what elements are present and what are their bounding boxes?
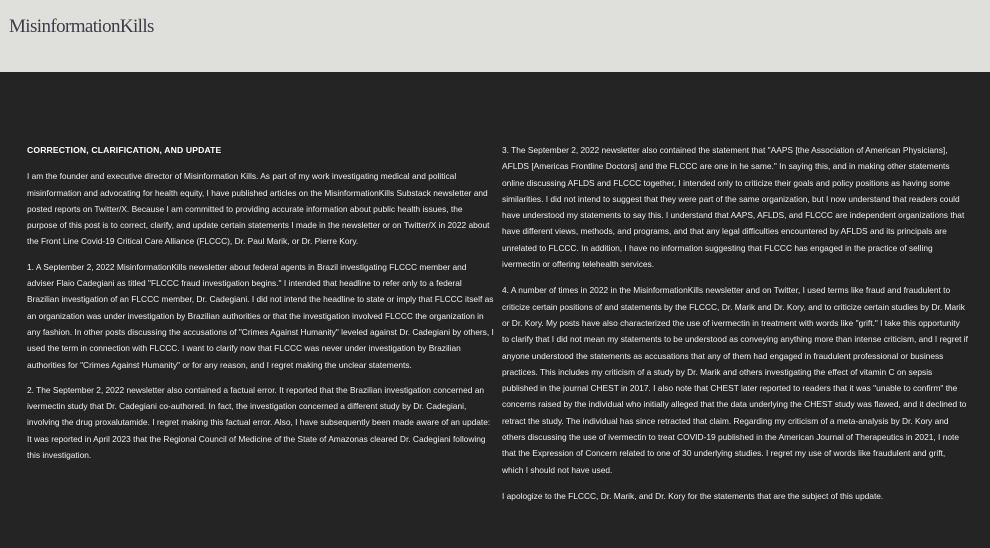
correction-paragraph-2: 2. The September 2, 2022 newsletter also contained a factual error. It reported that the Brazilian investigation concerned an ivermectin study that Dr. Cadegiani co-authored. In fact, the investigation concerned a different study by Dr. Cadegiani, involving the drug proxalutamide. I regret making this factual error. Also, I have subsequently been made aware of an update: It was reported in April 2023 that the Regional Council of Medicine of the State of Amazonas cleared Dr. Cadegiani following this investigation.	[27, 384, 491, 461]
article-heading: CORRECTION, CLARIFICATION, AND UPDATE	[27, 145, 222, 155]
article-right-column	[502, 142, 968, 514]
article-left-column	[27, 140, 495, 472]
correction-paragraph-1: 1. A September 2, 2022 MisinformationKills newsletter about federal agents in Brazil investigating FLCCC member and adviser Flaio Cadegiani as titled "FLCCC fraud investigation begins." I intended that headline to refer only to a federal Brazilian investigation of an FLCCC member, Dr. Cadegiani. I did not intend the headline to state or imply that FLCCC itself as an organization was under investigation by Brazilian authorities or that the investigation involved FLCCC the organization in any fashion. In other posts discussing the accusations of "Crimes Against Humanity" leveled against Dr. Cadegiani by others, I used the term in connection with FLCCC. I want to clarify now that FLCCC was never under investigation by Brazilian authorities for "Crimes Against Humanity" or for any reason, and I regret making the unclear statements.	[27, 261, 494, 370]
intro-paragraph: I am the founder and executive director of Misinformation Kills. As part of my work investigating medical and political misinformation and advocating for health equity, I have published articles on the MisinformationKills Substack newsletter and posted reports on Twitter/X. Because I am committed to providing accurate information about public health issues, the purpose of this post is to correct, clarify, and update certain statements I made in the newsletter or on Twitter/X in 2022 about the Front Line Covid-19 Critical Care Alliance (FLCCC), Dr. Paul Marik, or Dr. Pierre Kory.	[27, 171, 490, 247]
apology-paragraph: I apologize to the FLCCC, Dr. Marik, and Dr. Kory for the statements that are the subject of this update.	[502, 490, 884, 501]
correction-paragraph-4: 4. A number of times in 2022 in the MisinformationKills newsletter and on Twitter, I used terms like fraud and fraudulent to criticize certain positions of and statements by the FLCCC, Dr. Marik and Dr. Kory, and to criticize certain studies by Dr. Marik or Dr. Kory. My posts have also characterized the use of ivermectin in treatment with words like "grift." I take this opportunity to clarify that I did not mean my statements to be understood as conveying anything more than intense criticism, and I regret if anyone understood the statements as accusations that any of them had engaged in fraudulent professional or business practices. This includes my criticism of a study by Dr. Marik and others investigating the effect of vitamin C on sepsis published in the journal CHEST in 2017. I also note that CHEST later reported to readers that it was "unable to confirm" the concerns raised by the individual who initially alleged that the data underlying the CHEST study was flawed, and it declined to retract the study. The individual has since retracted that claim. Regarding my criticism of a meta-analysis by Dr. Kory and others discussing the use of ivermectin to treat COVID-19 published in the American Journal of Therapeutics in 2021, I note that the Expression of Concern related to one of 30 underlying studies. I regret my use of words like fraudulent and grift, which I should not have used.	[502, 285, 968, 475]
site-logo[interactable]: MisinformationKills	[9, 16, 154, 37]
site-header	[0, 0, 990, 72]
correction-paragraph-3: 3. The September 2, 2022 newsletter also contained the statement that "AAPS [the Association of American Physicians], AFLDS [Americas Frontline Doctors] and the FLCCC are one in he same." In saying this, and in making other statements online discussing AFLDS and FLCCC together, I intended only to criticize their goals and policy positions as having some similarities. I did not intend to suggest that they were part of the same organization, but I now understand that readers could have understood my statements to say this. I understand that AAPS, AFLDS, and FLCCC are independent organizations that have different views, methods, and programs, and that any legal difficulties encountered by AFLDS and its principals are unrelated to FLCCC. In addition, I have no information suggesting that FLCCC has engaged in the practice of selling ivermectin or offering telehealth services.	[502, 145, 965, 270]
